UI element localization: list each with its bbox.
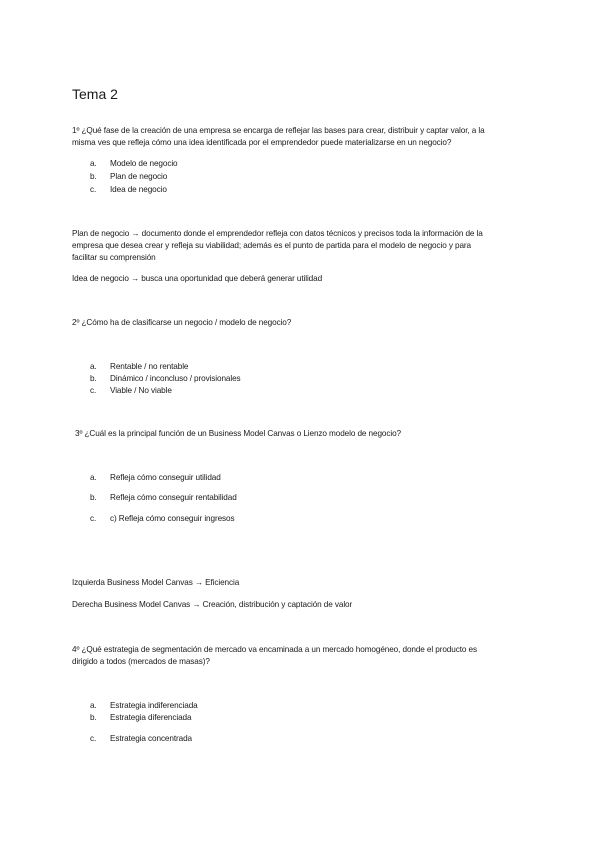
question-4-option-b bbox=[90, 712, 191, 724]
question-1-line-1: 1º ¿Qué fase de la creación de una empresa se encarga de reflejar las bases para crear, distribuir y captar valor, a la bbox=[72, 126, 485, 135]
question-4-line-2: dirigido a todos (mercados de masas)? bbox=[72, 657, 210, 666]
question-2-option-b bbox=[90, 373, 241, 385]
option-text: Estrategia concentrada bbox=[110, 734, 193, 743]
question-3-option-b bbox=[90, 492, 237, 504]
option-marker: c. bbox=[90, 514, 97, 523]
option-marker: a. bbox=[90, 473, 97, 482]
question-1-option-c bbox=[90, 184, 167, 196]
option-text: Rentable / no rentable bbox=[110, 362, 189, 371]
question-2-option-a bbox=[90, 361, 188, 373]
option-text: Refleja cómo conseguir utilidad bbox=[110, 473, 221, 482]
plan-de-negocio-line-2: empresa que desea crear y refleja su viabilidad; además es el punto de partida para el modelo de negocio y para bbox=[72, 241, 471, 250]
canvas-right-note: Derecha Business Model Canvas → Creación, distribución y captación de valor bbox=[72, 600, 353, 609]
question-4-option-a bbox=[90, 700, 198, 712]
option-marker: b. bbox=[90, 172, 97, 181]
question-2-line-1: 2º ¿Cómo ha de clasificarse un negocio / modelo de negocio? bbox=[72, 318, 292, 327]
option-text: Estrategia indiferenciada bbox=[110, 701, 198, 710]
option-marker: a. bbox=[90, 362, 97, 371]
canvas-left-note: Izquierda Business Model Canvas → Eficiencia bbox=[72, 578, 240, 587]
option-text: Refleja cómo conseguir rentabilidad bbox=[110, 493, 237, 502]
option-marker: b. bbox=[90, 493, 97, 502]
question-3-option-a bbox=[90, 472, 221, 484]
option-text: Plan de negocio bbox=[110, 172, 168, 181]
option-marker: c. bbox=[90, 386, 97, 395]
question-4-option-c bbox=[90, 733, 192, 745]
option-text: Modelo de negocio bbox=[110, 159, 178, 168]
question-1-option-b bbox=[90, 171, 167, 183]
question-3-option-c bbox=[90, 513, 234, 525]
page-title: Tema 2 bbox=[72, 86, 118, 102]
option-marker: b. bbox=[90, 374, 97, 383]
plan-de-negocio-line-1: Plan de negocio → documento donde el emprendedor refleja con datos técnicos y precisos toda la información de la bbox=[72, 229, 483, 238]
option-text: Idea de negocio bbox=[110, 185, 167, 194]
option-marker: c. bbox=[90, 734, 97, 743]
option-marker: b. bbox=[90, 713, 97, 722]
question-3-line-1: 3º ¿Cuál es la principal función de un Business Model Canvas o Lienzo modelo de negocio? bbox=[75, 429, 401, 438]
question-2-option-c bbox=[90, 385, 172, 397]
option-marker: c. bbox=[90, 185, 97, 194]
option-text: Dinámico / inconcluso / provisionales bbox=[110, 374, 241, 383]
option-marker: a. bbox=[90, 159, 97, 168]
question-1-line-2: misma ves que refleja cómo una idea identificada por el emprendedor puede materializarse en un negocio? bbox=[72, 138, 452, 147]
question-4-line-1: 4º ¿Qué estrategia de segmentación de mercado va encaminada a un mercado homogéneo, donde el producto es bbox=[72, 645, 477, 654]
question-1-option-a bbox=[90, 158, 178, 170]
option-text: c) Refleja cómo conseguir ingresos bbox=[110, 514, 235, 523]
plan-de-negocio-line-3: facilitar su comprensión bbox=[72, 253, 156, 262]
idea-de-negocio-note: Idea de negocio → busca una oportunidad que deberá generar utilidad bbox=[72, 274, 323, 283]
option-text: Estrategia diferenciada bbox=[110, 713, 192, 722]
option-text: Viable / No viable bbox=[110, 386, 172, 395]
option-marker: a. bbox=[90, 701, 97, 710]
